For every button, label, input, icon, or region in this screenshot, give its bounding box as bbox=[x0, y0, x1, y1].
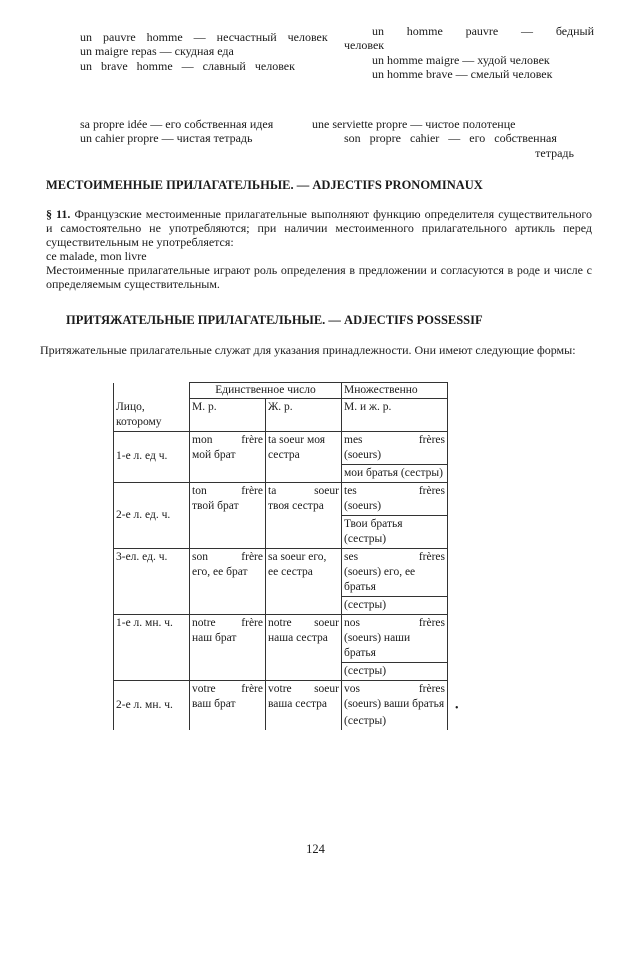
table-header-row-1 bbox=[114, 383, 448, 399]
table-header-row-2 bbox=[114, 399, 448, 432]
example-homme-pauvre: un homme pauvre — бедный bbox=[372, 24, 594, 38]
possessive-forms-table bbox=[113, 382, 448, 730]
example-brave: un brave homme — славный человек bbox=[80, 59, 295, 73]
row-plural: nos frères (soeurs) наши братья bbox=[342, 614, 448, 662]
header-both-genders: М. и ж. р. bbox=[342, 399, 448, 432]
header-singular: Единственное число bbox=[190, 383, 342, 399]
table-row bbox=[114, 680, 448, 713]
table-row bbox=[114, 431, 448, 464]
row-plural: vos frères (soeurs) ваши братья bbox=[342, 680, 448, 713]
section-heading-possessifs: ПРИТЯЖАТЕЛЬНЫЕ ПРИЛАГАТЕЛЬНЫЕ. — ADJECTIFS POSSESSIF bbox=[66, 313, 483, 327]
example-serviette-propre: une serviette propre — чистое полотенце bbox=[312, 117, 516, 131]
example-propre-cahier-cont: тетрадь bbox=[535, 146, 574, 160]
row-plural-translation: (сестры) bbox=[342, 596, 448, 614]
page-number: 124 bbox=[306, 842, 325, 856]
row-masculine: notre frère наш брат bbox=[190, 614, 266, 680]
stray-mark: • bbox=[455, 703, 459, 714]
row-masculine: son frère его, ее брат bbox=[190, 548, 266, 614]
header-person: Лицо, которому bbox=[114, 399, 190, 432]
paragraph-11 bbox=[46, 207, 592, 249]
section1-body bbox=[46, 207, 592, 291]
header-masculine: М. р. bbox=[190, 399, 266, 432]
row-masculine: ton frère твой брат bbox=[190, 482, 266, 548]
table-row bbox=[114, 548, 448, 596]
row-person: 1-е л. ед ч. bbox=[114, 431, 190, 482]
row-masculine: mon frère мой брат bbox=[190, 431, 266, 482]
example-propre-idee: sa propre idée — его собственная идея bbox=[80, 117, 274, 131]
example-maigre: un maigre repas — скудная еда bbox=[80, 44, 234, 58]
section2-intro: Притяжательные прилагательные служат для указания принадлежности. Они имеют следующие формы: bbox=[40, 343, 576, 357]
row-person: 2-е л. мн. ч. bbox=[114, 680, 190, 730]
row-person: 1-е л. мн. ч. bbox=[114, 614, 190, 680]
example-homme-brave: un homme brave — смелый человек bbox=[372, 67, 553, 81]
row-plural-translation: мои братья (сестры) bbox=[342, 464, 448, 482]
table-row bbox=[114, 482, 448, 515]
row-plural: ses frères (soeurs) его, ее братья bbox=[342, 548, 448, 596]
example-ce-malade: ce malade, mon livre bbox=[46, 249, 147, 263]
row-plural: tes frères (soeurs) bbox=[342, 482, 448, 515]
row-plural-translation: Твои братья (сестры) bbox=[342, 515, 448, 548]
row-plural-translation: (сестры) bbox=[342, 713, 448, 730]
row-person: 3-ел. ед. ч. bbox=[114, 548, 190, 614]
row-masculine: votre frère ваш брат bbox=[190, 680, 266, 730]
example-cahier-propre: un cahier propre — чистая тетрадь bbox=[80, 131, 253, 145]
example-homme-maigre: un homme maigre — худой человек bbox=[372, 53, 550, 67]
paragraph-number: § 11. bbox=[46, 207, 71, 221]
example-propre-cahier: son propre cahier — его собственная bbox=[344, 131, 557, 145]
table-row bbox=[114, 614, 448, 662]
header-feminine: Ж. р. bbox=[266, 399, 342, 432]
example-homme-pauvre-cont: человек bbox=[344, 38, 385, 52]
row-feminine: sa soeur его, ее сестра bbox=[266, 548, 342, 614]
row-person: 2-е л. ед. ч. bbox=[114, 482, 190, 548]
row-feminine: ta soeur моя сестра bbox=[266, 431, 342, 482]
row-feminine: notre soeur наша сестра bbox=[266, 614, 342, 680]
row-plural-translation: (сестры) bbox=[342, 662, 448, 680]
section-heading-pronominaux: МЕСТОИМЕННЫЕ ПРИЛАГАТЕЛЬНЫЕ. — ADJECTIFS PRONOMINAUX bbox=[46, 178, 483, 192]
row-feminine: ta soeur твоя сестра bbox=[266, 482, 342, 548]
header-plural: Множественно bbox=[342, 383, 448, 399]
example-pauvre: un pauvre homme — несчастный человек bbox=[80, 30, 328, 44]
row-plural: mes frères (soeurs) bbox=[342, 431, 448, 464]
row-feminine: votre soeur ваша сестра bbox=[266, 680, 342, 730]
paragraph-11-text: Французские местоименные прилагательные выполняют функцию определителя существительного и самостоятельно не употребляются; при наличии местоименного прилагательного артикль перед существительным не употребляется: bbox=[46, 207, 592, 249]
paragraph-agreement: Местоименные прилагательные играют роль определения в предложении и согласуются в роде и числе с определяемым существительным. bbox=[46, 263, 592, 291]
